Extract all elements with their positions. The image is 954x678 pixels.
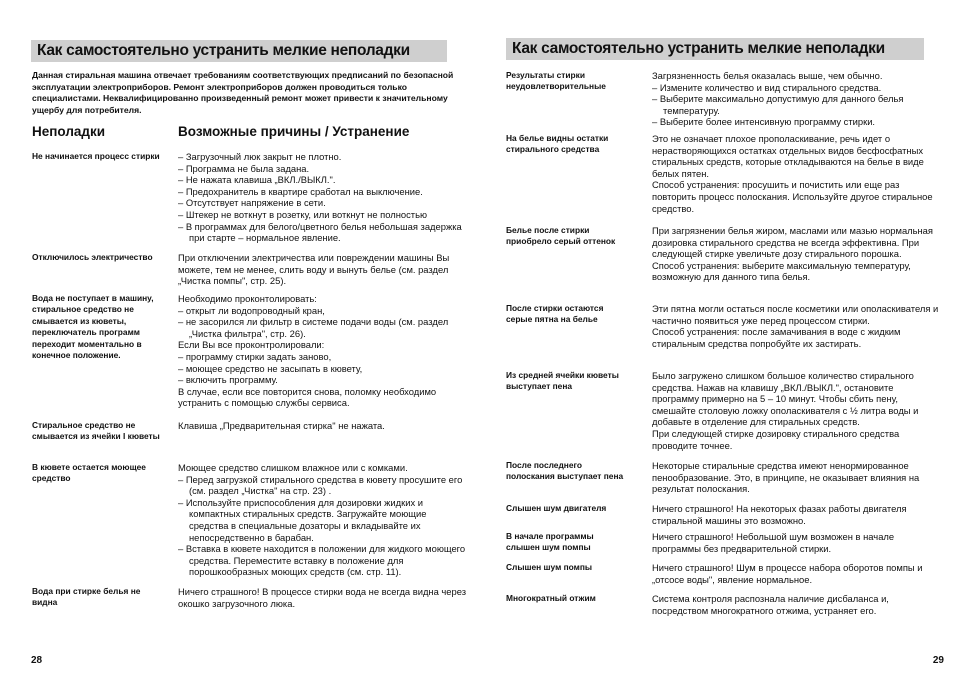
problem-label: После последнего полоскания выступает пена: [506, 460, 624, 482]
solution-text: – Загрузочный люк закрыт не плотно. – Программа не была задана. – Не нажата клавиша „ВКЛ./ВЫКЛ.". – Предохранитель в квартире сработал на выключение. – Отсутствует напряжение в сети. – Штекер не воткнут в розетку, или воткнут не полностью – В программах для белого/цветного белья небольшая задержка при старте – нормальное явление.: [178, 151, 462, 244]
solution-text: Эти пятна могли остаться после косметики или ополаскивателя и частично появиться уже перед процессом стирки. Способ устранения: после замачивания в воде с жидким стиральным средства попробуйте их застирать.: [652, 303, 939, 349]
problem-label: В начале программы слышен шум помпы: [506, 531, 594, 553]
problem-label: Отключилось электричество: [32, 252, 153, 262]
column-header-causes: Возможные причины / Устранение: [178, 124, 410, 139]
solution-text: Было загружено слишком большое количество стирального средства. Нажав на клавишу „ВКЛ./ВЫКЛ.", остановите программу примерно на 5 – 10 минут. Чтобы сбить пену, смешайте столовую ложку ополаскивателя с ½ литра воды и добавьте в отделение для стиральных средств. При следующей стирке дозировку стирального средства проводите точнее.: [652, 370, 919, 451]
solution-text: Ничего страшного! В процессе стирки вода не всегда видна через окошко загрузочного люка.: [178, 586, 467, 609]
solution-text: Это не означает плохое прополаскивание, речь идет о нерастворяющихся остатках отдельных видов бесфосфатных стиральных средств, которые откладываются на белье в виде белых пятен. Способ устранения: просушить и почистить или еще раз повторить процесс полоскания. Используйте другое стиральное средство.: [652, 133, 933, 214]
problem-label: Слышен шум помпы: [506, 562, 593, 572]
problem-label: Не начинается процесс стирки: [32, 151, 160, 161]
solution-text: Ничего страшного! Шум в процессе набора оборотов помпы и „отсосе воды", явление нормальное.: [652, 562, 923, 585]
problem-label: Вода при стирке белья не видна: [32, 586, 141, 608]
section-banner: Как самостоятельно устранить мелкие неполадки: [31, 40, 447, 62]
intro-paragraph: Данная стиральная машина отвечает требованиям соответствующих предписаний по безопасной эксплуатации электроприборов. Ремонт электроприборов должен проводиться только специалистами. Неквалифицированно произведенный ремонт может привести к значительному ущербу для потребителя.: [32, 70, 454, 115]
problem-label: В кювете остается моющее средство: [32, 462, 146, 484]
problem-label: После стирки остаются серые пятна на белье: [506, 303, 604, 325]
solution-text: Ничего страшного! Небольшой шум возможен в начале программы без предварительной стирки.: [652, 531, 895, 554]
solution-text: Моющее средство слишком влажное или с комками. – Перед загрузкой стирального средства в кювету просушите его (см. раздел „Чистка" на стр. 23) . – Используйте приспособления для дозировки жидких и компактных стиральных средств. Загружайте моющие средства в специальные дозаторы и вкладывайте их непосредственно в барабан. – Вставка в кювете находится в положении для жидкого моющего средства. Переместите вставку в положение для порошкообразных моющих средств (см. стр. 11).: [178, 462, 466, 578]
solution-text: При отключении электричества или повреждении машины Вы можете, тем не менее, слить воду и вынуть белье (см. раздел „Чистка помпы", стр. 25).: [178, 252, 450, 287]
problem-label: Вода не поступает в машину, стиральное средство не смывается из кюветы, переключатель программ переходит моментально в конечное положение.: [32, 293, 154, 361]
solution-text: Клавиша „Предварительная стирка" не нажата.: [178, 420, 385, 431]
solution-text: Загрязненность белья оказалась выше, чем обычно. – Измените количество и вид стирального средства. – Выберите максимально допустимую для данного белья температуру. – Выберите более интенсивную программу стирки.: [652, 70, 904, 128]
solution-text: Система контроля распознала наличие дисбаланса и, посредством многократного отжима, устраняет его.: [652, 593, 889, 616]
section-banner: Как самостоятельно устранить мелкие неполадки: [506, 38, 924, 60]
solution-text: Ничего страшного! На некоторых фазах работы двигателя стиральной машины это возможно.: [652, 503, 907, 526]
solution-text: Некоторые стиральные средства имеют ненормированное пенообразование. Это, в принципе, не оказывает влияния на результат полоскания.: [652, 460, 920, 495]
solution-text: Необходимо проконтолировать: – открыт ли водопроводный кран, – не засорился ли фильтр в системе подачи воды (см. раздел „Чистка фильтра", стр. 26). Если Вы все проконтролировали: – программу стирки задать заново, – моющее средство не засыпать в кювету, – включить программу. В случае, если все повторится снова, поломку необходимо устранить с помощью службы сервиса.: [178, 293, 449, 409]
solution-text: При загрязнении белья жиром, маслами или мазью нормальная дозировка стирального средства не всегда эффективна. При следующей стирке увеличьте дозу стирального порошка. Способ устранения: выберите максимальную температуру, возможную для данного типа белья.: [652, 225, 933, 283]
page-number: 28: [31, 655, 43, 666]
column-header-problems: Неполадки: [32, 124, 106, 139]
problem-label: На белье видны остатки стирального средства: [506, 133, 609, 155]
problem-label: Результаты стирки неудовлетворительные: [506, 70, 606, 92]
page-number: 29: [932, 655, 944, 666]
problem-label: Белье после стирки приобрело серый оттенок: [506, 225, 616, 247]
page-right: [477, 0, 954, 678]
problem-label: Из средней ячейки кюветы выступает пена: [506, 370, 619, 392]
problem-label: Многократный отжим: [506, 593, 596, 603]
problem-label: Стиральное средство не смывается из ячейки I кюветы: [32, 420, 160, 442]
problem-label: Слышен шум двигателя: [506, 503, 607, 513]
